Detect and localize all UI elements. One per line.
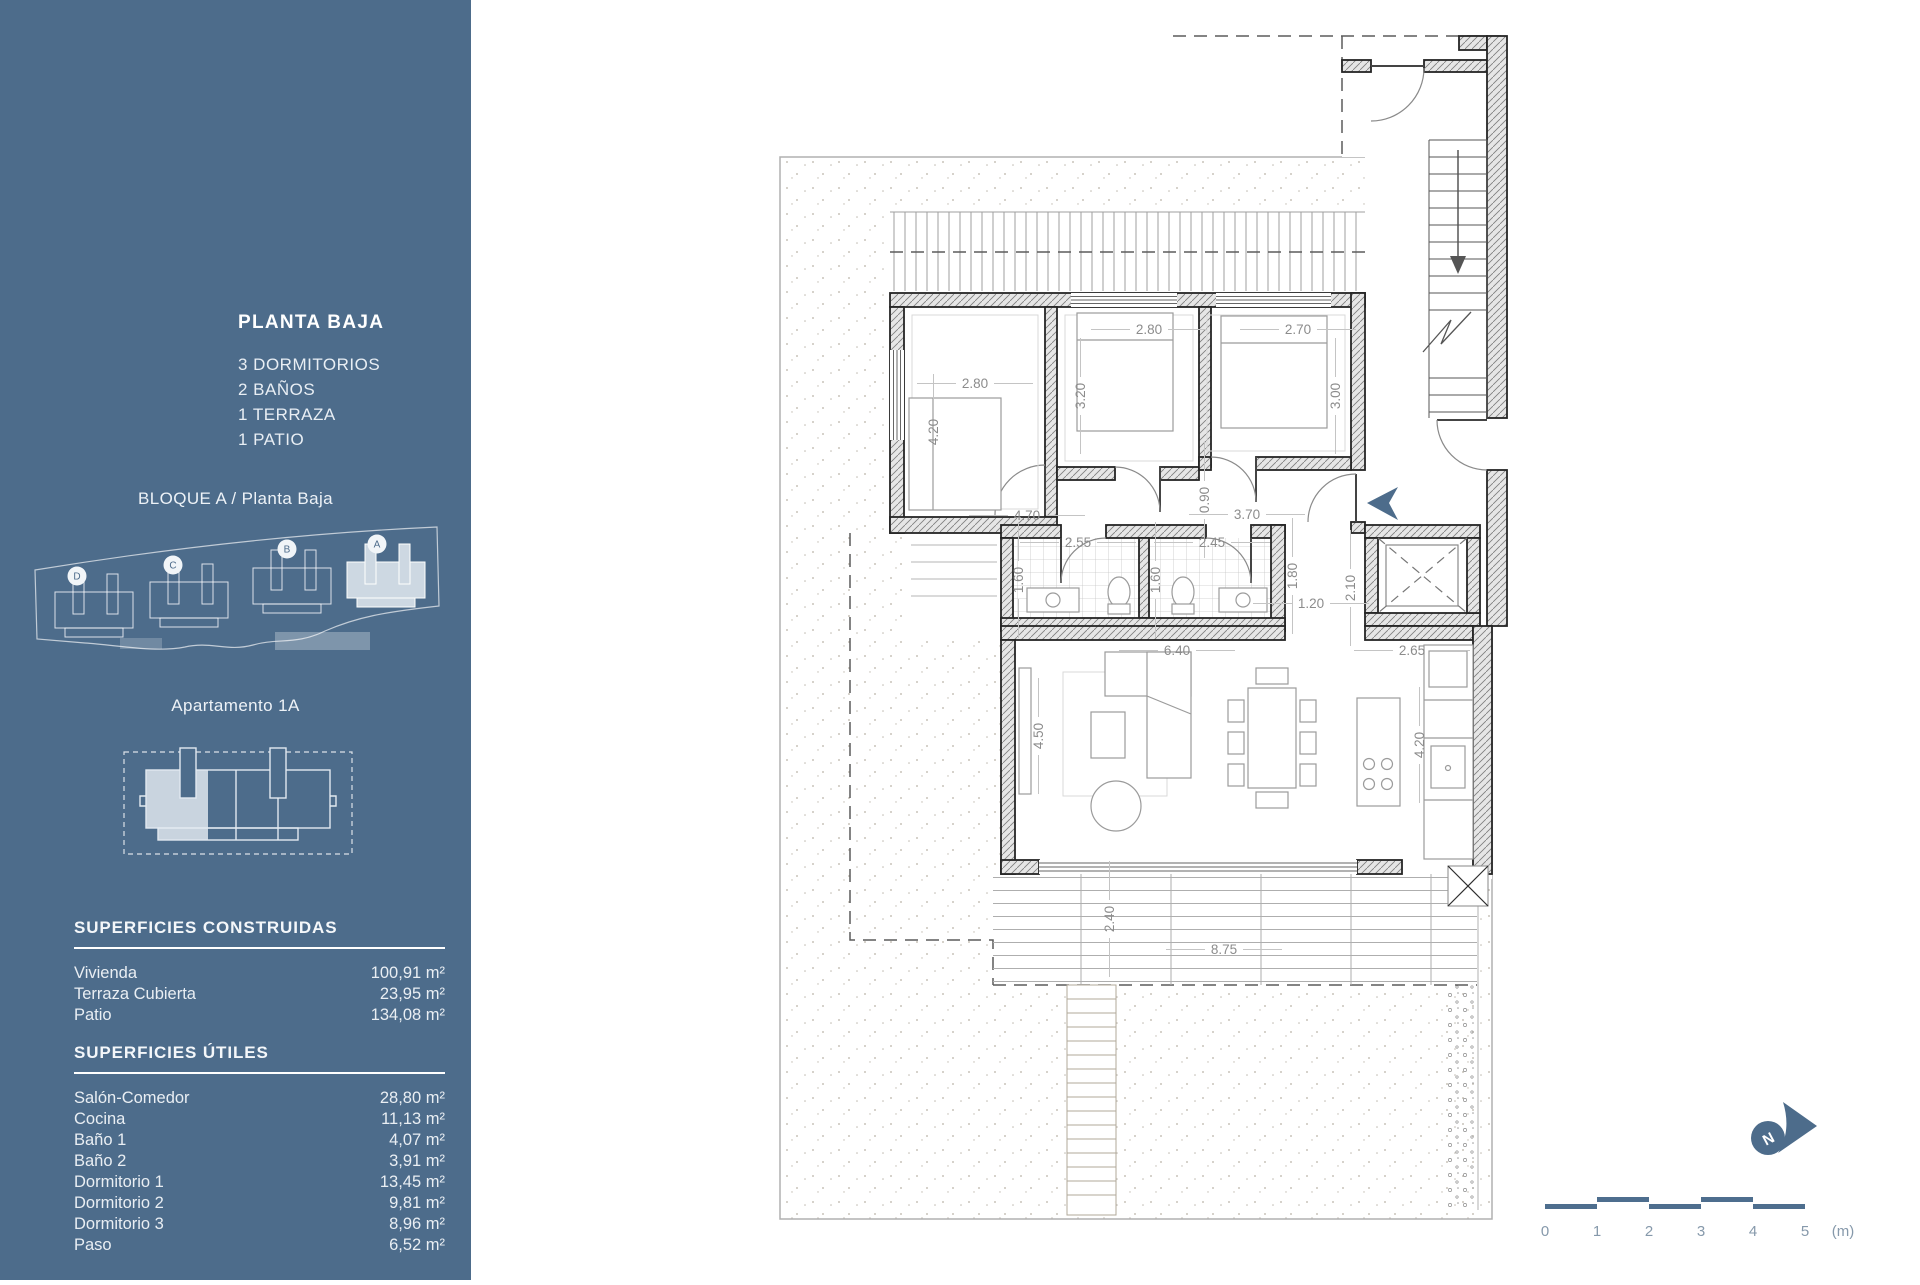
sink-bath1 [1027, 588, 1079, 612]
area-row [74, 1109, 445, 1130]
sidebar [0, 0, 471, 1280]
area-label: Patio [74, 1006, 112, 1024]
site-block-c [150, 564, 228, 627]
area-row [74, 984, 445, 1005]
coffee-table [1091, 712, 1125, 758]
page-title: PLANTA BAJA [238, 312, 385, 333]
scale-tick-label: 5 [1800, 1223, 1810, 1240]
toilet-bath2 [1172, 577, 1194, 607]
dimension-label: 4.20 [926, 418, 941, 446]
site-pool [275, 632, 370, 650]
area-row [74, 1088, 445, 1109]
floor-plan-svg [471, 0, 1920, 1280]
site-map [25, 520, 445, 668]
terrace-decking [993, 874, 1477, 985]
scale-tick-label: 2 [1644, 1223, 1654, 1240]
area-value: 3,91 m² [389, 1152, 445, 1170]
scale-labels [1541, 1223, 1854, 1240]
area-label: Baño 2 [74, 1152, 127, 1170]
dimension-label: 2.80 [1135, 322, 1163, 337]
site-letter-d: D [73, 571, 81, 583]
dimension-label: 1.20 [1297, 596, 1325, 611]
constructed-areas-heading: SUPERFICIES CONSTRUIDAS [74, 918, 445, 949]
constructed-areas-section [74, 918, 445, 1026]
apartment-label: Apartamento 1A [171, 696, 300, 715]
area-label: Paso [74, 1236, 112, 1254]
feature-item: 2 BAÑOS [238, 380, 316, 399]
useful-areas-section [74, 1043, 445, 1256]
dimension-label: 1.80 [1285, 562, 1300, 590]
site-block-letters [68, 535, 387, 586]
dimension-label: 3.00 [1328, 382, 1343, 410]
area-value: 134,08 m² [370, 1006, 445, 1024]
block-label: BLOQUE A / Planta Baja [138, 489, 333, 508]
area-label: Vivienda [74, 964, 137, 982]
site-letter-c: C [169, 560, 177, 572]
kitchen-island [1357, 698, 1400, 806]
compass-arrow-icon [1778, 1102, 1817, 1153]
scale-bar [1541, 1197, 1854, 1240]
area-row [74, 1172, 445, 1193]
feature-item: 1 TERRAZA [238, 405, 336, 424]
north-compass [1751, 1102, 1817, 1155]
dimension-label: 4.50 [1031, 722, 1046, 750]
site-block-d [55, 571, 133, 637]
garden-path [1067, 985, 1116, 1215]
apartment-unit-highlight [146, 770, 208, 840]
site-letter-b: B [283, 544, 291, 556]
dimension-label: 2.40 [1102, 905, 1117, 933]
area-label: Salón-Comedor [74, 1089, 190, 1107]
floor-plan-area [471, 0, 1920, 1280]
area-label: Terraza Cubierta [74, 985, 196, 1003]
dimension-label: 3.70 [1233, 507, 1261, 522]
sink-bath2 [1219, 588, 1267, 612]
bed-dorm1 [909, 398, 1001, 510]
area-value: 23,95 m² [379, 985, 445, 1003]
scale-tick-label: 4 [1748, 1223, 1758, 1240]
dining-table [1248, 688, 1296, 788]
site-feature [120, 638, 162, 649]
dimension-label: 2.65 [1398, 643, 1426, 658]
area-row [74, 1214, 445, 1235]
site-block-b [253, 550, 331, 613]
constructed-areas-table [74, 949, 445, 1026]
useful-areas-heading: SUPERFICIES ÚTILES [74, 1043, 445, 1074]
scale-unit-label: (m) [1831, 1223, 1855, 1240]
scale-tick-label: 1 [1592, 1223, 1602, 1240]
area-row [74, 1193, 445, 1214]
dimension-label: 1.60 [1148, 566, 1163, 594]
pergola [890, 212, 1365, 291]
scale-tick-label: 3 [1696, 1223, 1706, 1240]
area-value: 13,45 m² [379, 1173, 445, 1191]
feature-list [238, 352, 380, 452]
site-block-a-highlighted [347, 544, 425, 607]
area-label: Dormitorio 1 [74, 1173, 164, 1191]
dimension-label: 4.70 [1013, 508, 1041, 523]
pouf [1091, 781, 1141, 831]
dimension-label: 2.10 [1343, 574, 1358, 602]
area-value: 11,13 m² [381, 1110, 445, 1128]
area-label: Dormitorio 3 [74, 1215, 164, 1233]
area-value: 28,80 m² [379, 1089, 445, 1107]
area-label: Cocina [74, 1110, 126, 1128]
area-row [74, 1235, 445, 1256]
dimension-label: 8.75 [1210, 942, 1238, 957]
area-value: 8,96 m² [389, 1215, 445, 1233]
area-row [74, 1130, 445, 1151]
area-row [74, 1151, 445, 1172]
dimension-label: 2.70 [1284, 322, 1312, 337]
area-label: Baño 1 [74, 1131, 127, 1149]
toilet-bath1 [1108, 577, 1130, 607]
dimension-label: 3.20 [1073, 382, 1088, 410]
compass-north-label: N [1759, 1129, 1778, 1150]
dimension-label: 0.90 [1197, 486, 1212, 514]
tv-unit [1019, 668, 1031, 794]
area-value: 100,91 m² [370, 964, 445, 982]
dimension-label: 2.80 [961, 376, 989, 391]
area-row [74, 963, 445, 984]
site-letter-a: A [373, 539, 381, 551]
area-value: 4,07 m² [389, 1131, 445, 1149]
area-row [74, 1005, 445, 1026]
dimension-label: 4.20 [1412, 731, 1427, 759]
dimension-label: 6.40 [1163, 643, 1191, 658]
dimension-label: 2.55 [1064, 535, 1092, 550]
feature-item: 1 PATIO [238, 430, 305, 449]
feature-item: 3 DORMITORIOS [238, 355, 381, 374]
apartment-diagram [118, 736, 358, 861]
scale-tick-label: 0 [1540, 1223, 1550, 1240]
dimension-label: 1.60 [1011, 566, 1026, 594]
useful-areas-table [74, 1074, 445, 1256]
area-label: Dormitorio 2 [74, 1194, 164, 1212]
area-value: 6,52 m² [389, 1236, 445, 1254]
dimension-label: 2.45 [1198, 535, 1226, 550]
area-value: 9,81 m² [389, 1194, 445, 1212]
